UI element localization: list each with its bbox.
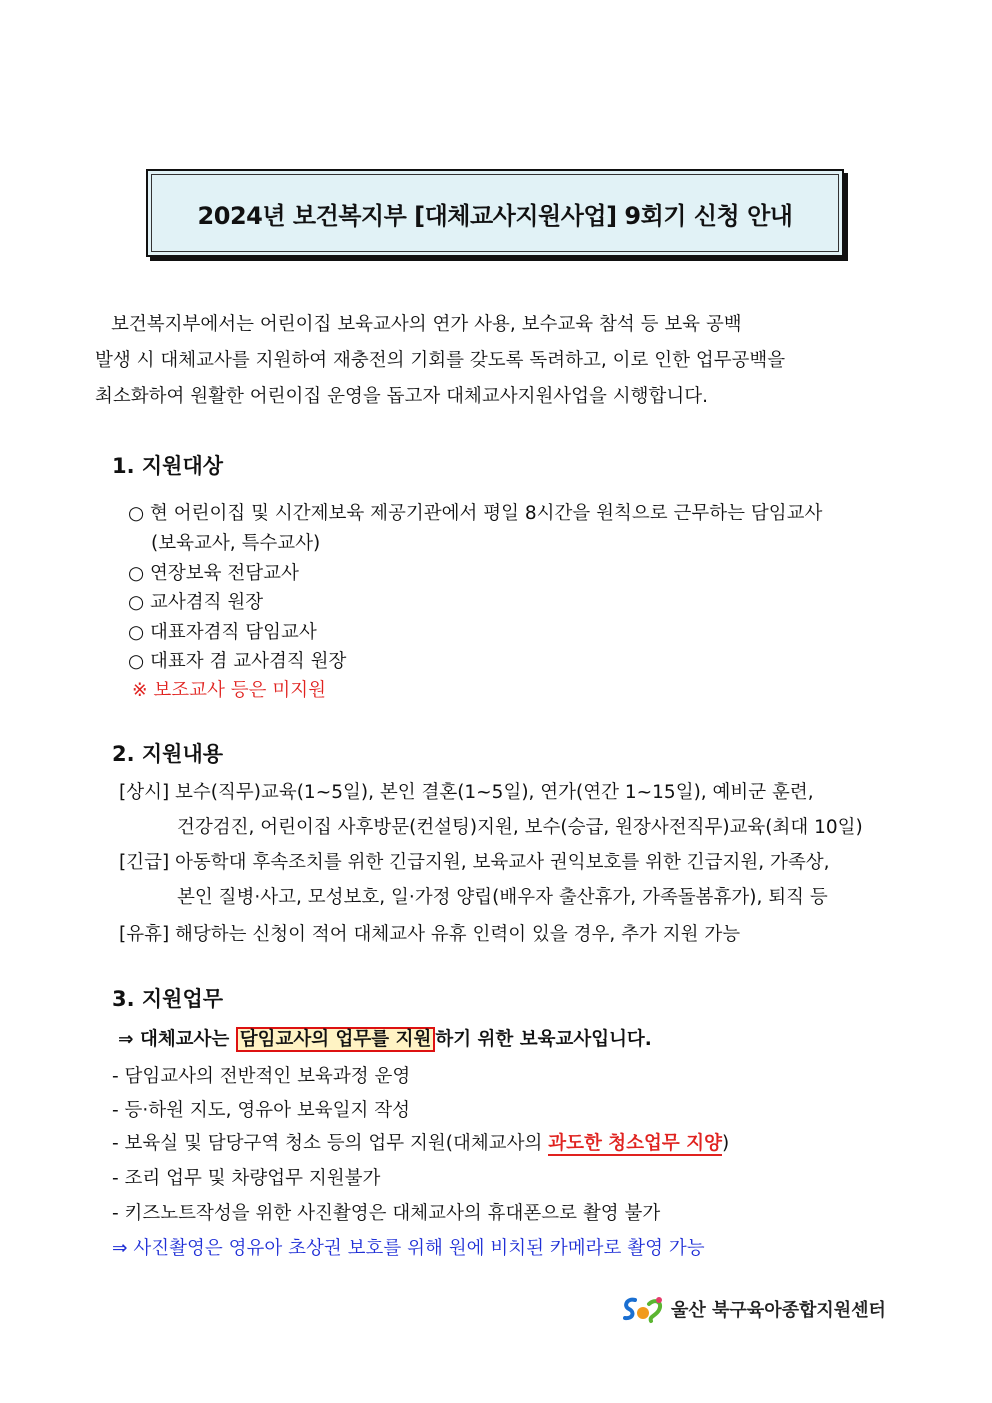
- section2-line-1: [상시] 보수(직무)교육(1~5일), 본인 결혼(1~5일), 연가(연간 1~15일), 예비군 훈련,: [119, 782, 814, 803]
- section3-item-5: - 키즈노트작성을 위한 사진촬영은 대체교사의 휴대폰으로 촬영 불가: [112, 1203, 661, 1224]
- section2-line-4: 본인 질병·사고, 모성보호, 일·가정 양립(배우자 출산휴가, 가족돌봄휴가), 퇴직 등: [177, 887, 828, 908]
- intro-line-1: 보건복지부에서는 어린이집 보육교사의 연가 사용, 보수교육 참석 등 보육 공백: [111, 314, 742, 335]
- section3-heading: 3. 지원업무: [112, 987, 224, 1011]
- section1-item-4: ○ 대표자겸직 담임교사: [128, 622, 317, 643]
- section1-item-5: ○ 대표자 겸 교사겸직 원장: [128, 651, 347, 672]
- section2-line-3: [긴급] 아동학대 후속조치를 위한 긴급지원, 보육교사 권익보호를 위한 긴급지원, 가족상,: [119, 852, 830, 873]
- footer-logo: [621, 1294, 886, 1324]
- footer-org-name: 울산 북구육아종합지원센터: [671, 1300, 886, 1321]
- section1-item-3: ○ 교사겸직 원장: [128, 592, 264, 613]
- section3-item-2: - 등·하원 지도, 영유아 보육일지 작성: [112, 1100, 411, 1121]
- section1-item-1: ○ 현 어린이집 및 시간제보육 제공기관에서 평일 8시간을 원칙으로 근무하는 담임교사: [128, 503, 823, 524]
- section3-item-3: [112, 1135, 729, 1154]
- section3-item-1: - 담임교사의 전반적인 보육과정 운영: [112, 1066, 411, 1087]
- intro-line-3: 최소화하여 원활한 어린이집 운영을 돕고자 대체교사지원사업을 시행합니다.: [95, 386, 709, 407]
- section1-item-2: ○ 연장보육 전담교사: [128, 563, 299, 584]
- section3-lead-suffix: 하기 위한 보육교사입니다.: [435, 1029, 652, 1050]
- section3-item-3-suffix: ): [721, 1133, 730, 1154]
- section1-heading: 1. 지원대상: [112, 454, 224, 478]
- section3-note: ⇒ 사진촬영은 영유아 초상권 보호를 위해 원에 비치된 카메라로 촬영 가능: [112, 1238, 705, 1259]
- section3-lead-highlight: 담임교사의 업무를 지원: [236, 1027, 436, 1052]
- section1-item-1-cont: (보육교사, 특수교사): [151, 533, 321, 554]
- section3-item-4: - 조리 업무 및 차량업무 지원불가: [112, 1168, 381, 1189]
- intro-line-2: 발생 시 대체교사를 지원하여 재충전의 기회를 갖도록 독려하고, 이로 인한 업무공백을: [95, 350, 786, 371]
- section2-heading: 2. 지원내용: [112, 742, 224, 766]
- title-box: [146, 169, 844, 257]
- section3-lead: [118, 1031, 652, 1050]
- section2-line-5: [유휴] 해당하는 신청이 적어 대체교사 유휴 인력이 있을 경우, 추가 지원 가능: [119, 924, 741, 945]
- section2-line-2: 건강검진, 어린이집 사후방문(컨설팅)지원, 보수(승급, 원장사전직무)교육(최대 10일): [177, 817, 863, 838]
- center-logo-icon: [621, 1294, 665, 1324]
- section3-item-3-highlight: 과도한 청소업무 지양: [548, 1133, 722, 1154]
- section1-note: ※ 보조교사 등은 미지원: [132, 680, 326, 701]
- document-title: 2024년 보건복지부 [대체교사지원사업] 9회기 신청 안내: [197, 201, 793, 230]
- section3-lead-prefix: ⇒ 대체교사는: [118, 1029, 236, 1050]
- section3-item-3-prefix: - 보육실 및 담당구역 청소 등의 업무 지원(대체교사의: [112, 1133, 549, 1154]
